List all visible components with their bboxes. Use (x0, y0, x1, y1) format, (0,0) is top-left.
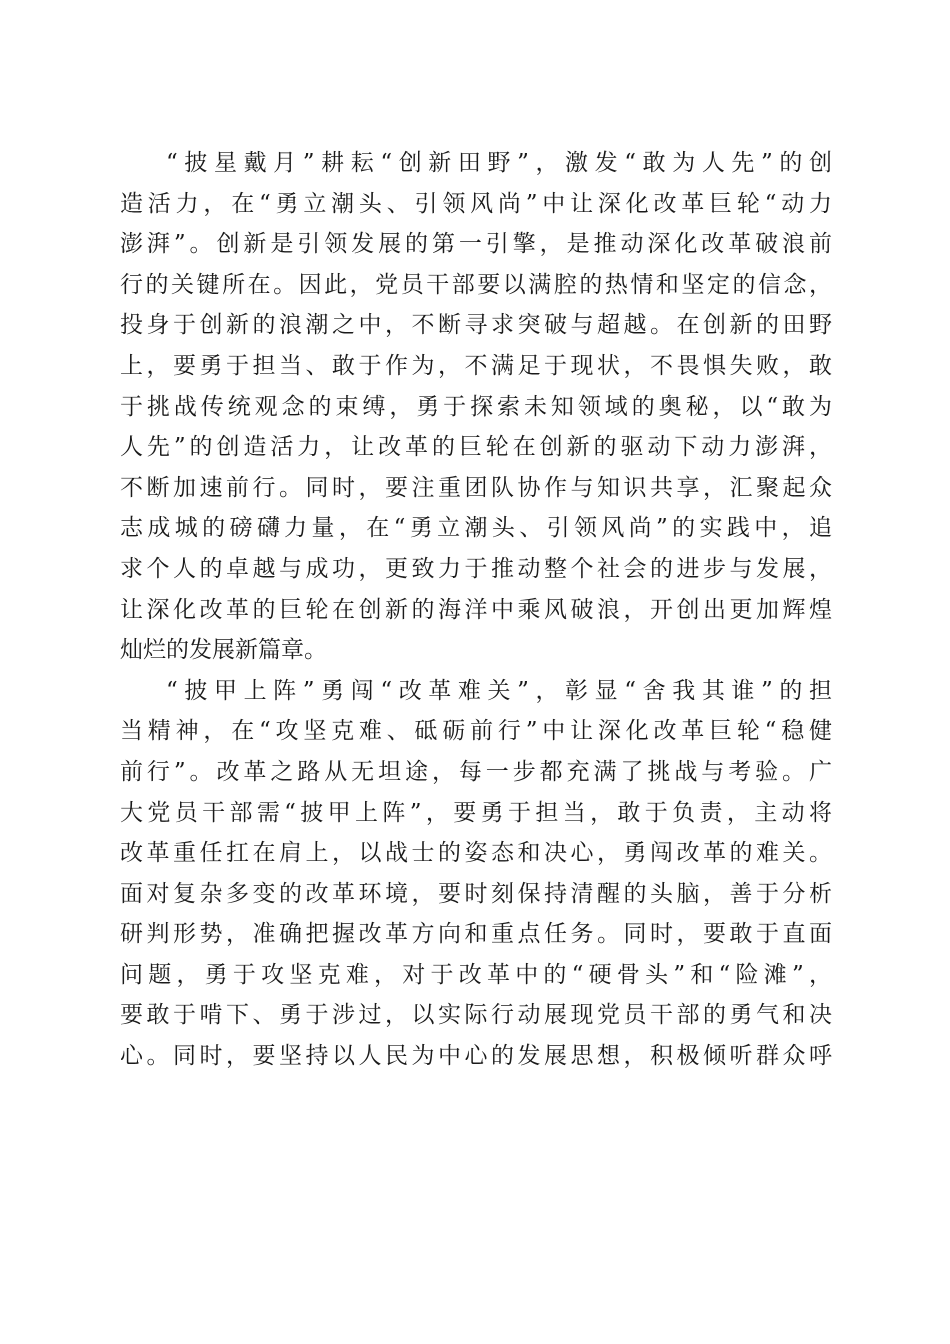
text-line: 不断加速前行。同时，要注重团队协作与知识共享，汇聚起众 (120, 474, 832, 501)
document-body (120, 143, 832, 1077)
text-line: 求个人的卓越与成功，更致力于推动整个社会的进步与发展， (120, 555, 832, 582)
text-line: 面对复杂多变的改革环境，要时刻保持清醒的头脑，善于分析 (120, 880, 832, 907)
text-line: 让深化改革的巨轮在创新的海洋中乘风破浪，开创出更加辉煌 (120, 596, 832, 623)
text-line: 人先”的创造活力，让改革的巨轮在创新的驱动下动力澎湃， (120, 434, 832, 461)
text-line: 改革重任扛在肩上，以战士的姿态和决心，勇闯改革的难关。 (120, 840, 832, 867)
text-line: 要敢于啃下、勇于涉过，以实际行动展现党员干部的勇气和决 (120, 1002, 832, 1029)
text-line: 研判形势，准确把握改革方向和重点任务。同时，要敢于直面 (120, 921, 832, 948)
text-line: 上，要勇于担当、敢于作为，不满足于现状，不畏惧失败，敢 (120, 352, 832, 379)
text-line: 澎湃”。创新是引领发展的第一引擎，是推动深化改革破浪前 (120, 231, 832, 258)
text-line: 行的关键所在。因此，党员干部要以满腔的热情和坚定的信念， (120, 271, 832, 298)
text-line: 志成城的磅礴力量，在“勇立潮头、引领风尚”的实践中，追 (120, 515, 832, 542)
text-line: 当精神，在“攻坚克难、砥砺前行”中让深化改革巨轮“稳健 (120, 718, 832, 745)
text-line: 心。同时，要坚持以人民为中心的发展思想，积极倾听群众呼 (120, 1043, 832, 1070)
text-line: 问题，勇于攻坚克难，对于改革中的“硬骨头”和“险滩”， (120, 961, 832, 988)
text-line: 于挑战传统观念的束缚，勇于探索未知领域的奥秘，以“敢为 (120, 393, 832, 420)
paragraph-1 (120, 143, 832, 671)
text-line: 造活力，在“勇立潮头、引领风尚”中让深化改革巨轮“动力 (120, 190, 832, 217)
text-line: 前行”。改革之路从无坦途，每一步都充满了挑战与考验。广 (120, 758, 832, 785)
text-line: 灿烂的发展新篇章。 (120, 637, 327, 664)
text-line: 大党员干部需“披甲上阵”，要勇于担当，敢于负责，主动将 (120, 799, 832, 826)
paragraph-2 (120, 671, 832, 1077)
text-line: 投身于创新的浪潮之中，不断寻求突破与超越。在创新的田野 (120, 312, 832, 339)
text-line: “披星戴月”耕耘“创新田野”，激发“敢为人先”的创 (166, 150, 832, 176)
text-line: “披甲上阵”勇闯“改革难关”，彰显“舍我其谁”的担 (166, 677, 832, 704)
